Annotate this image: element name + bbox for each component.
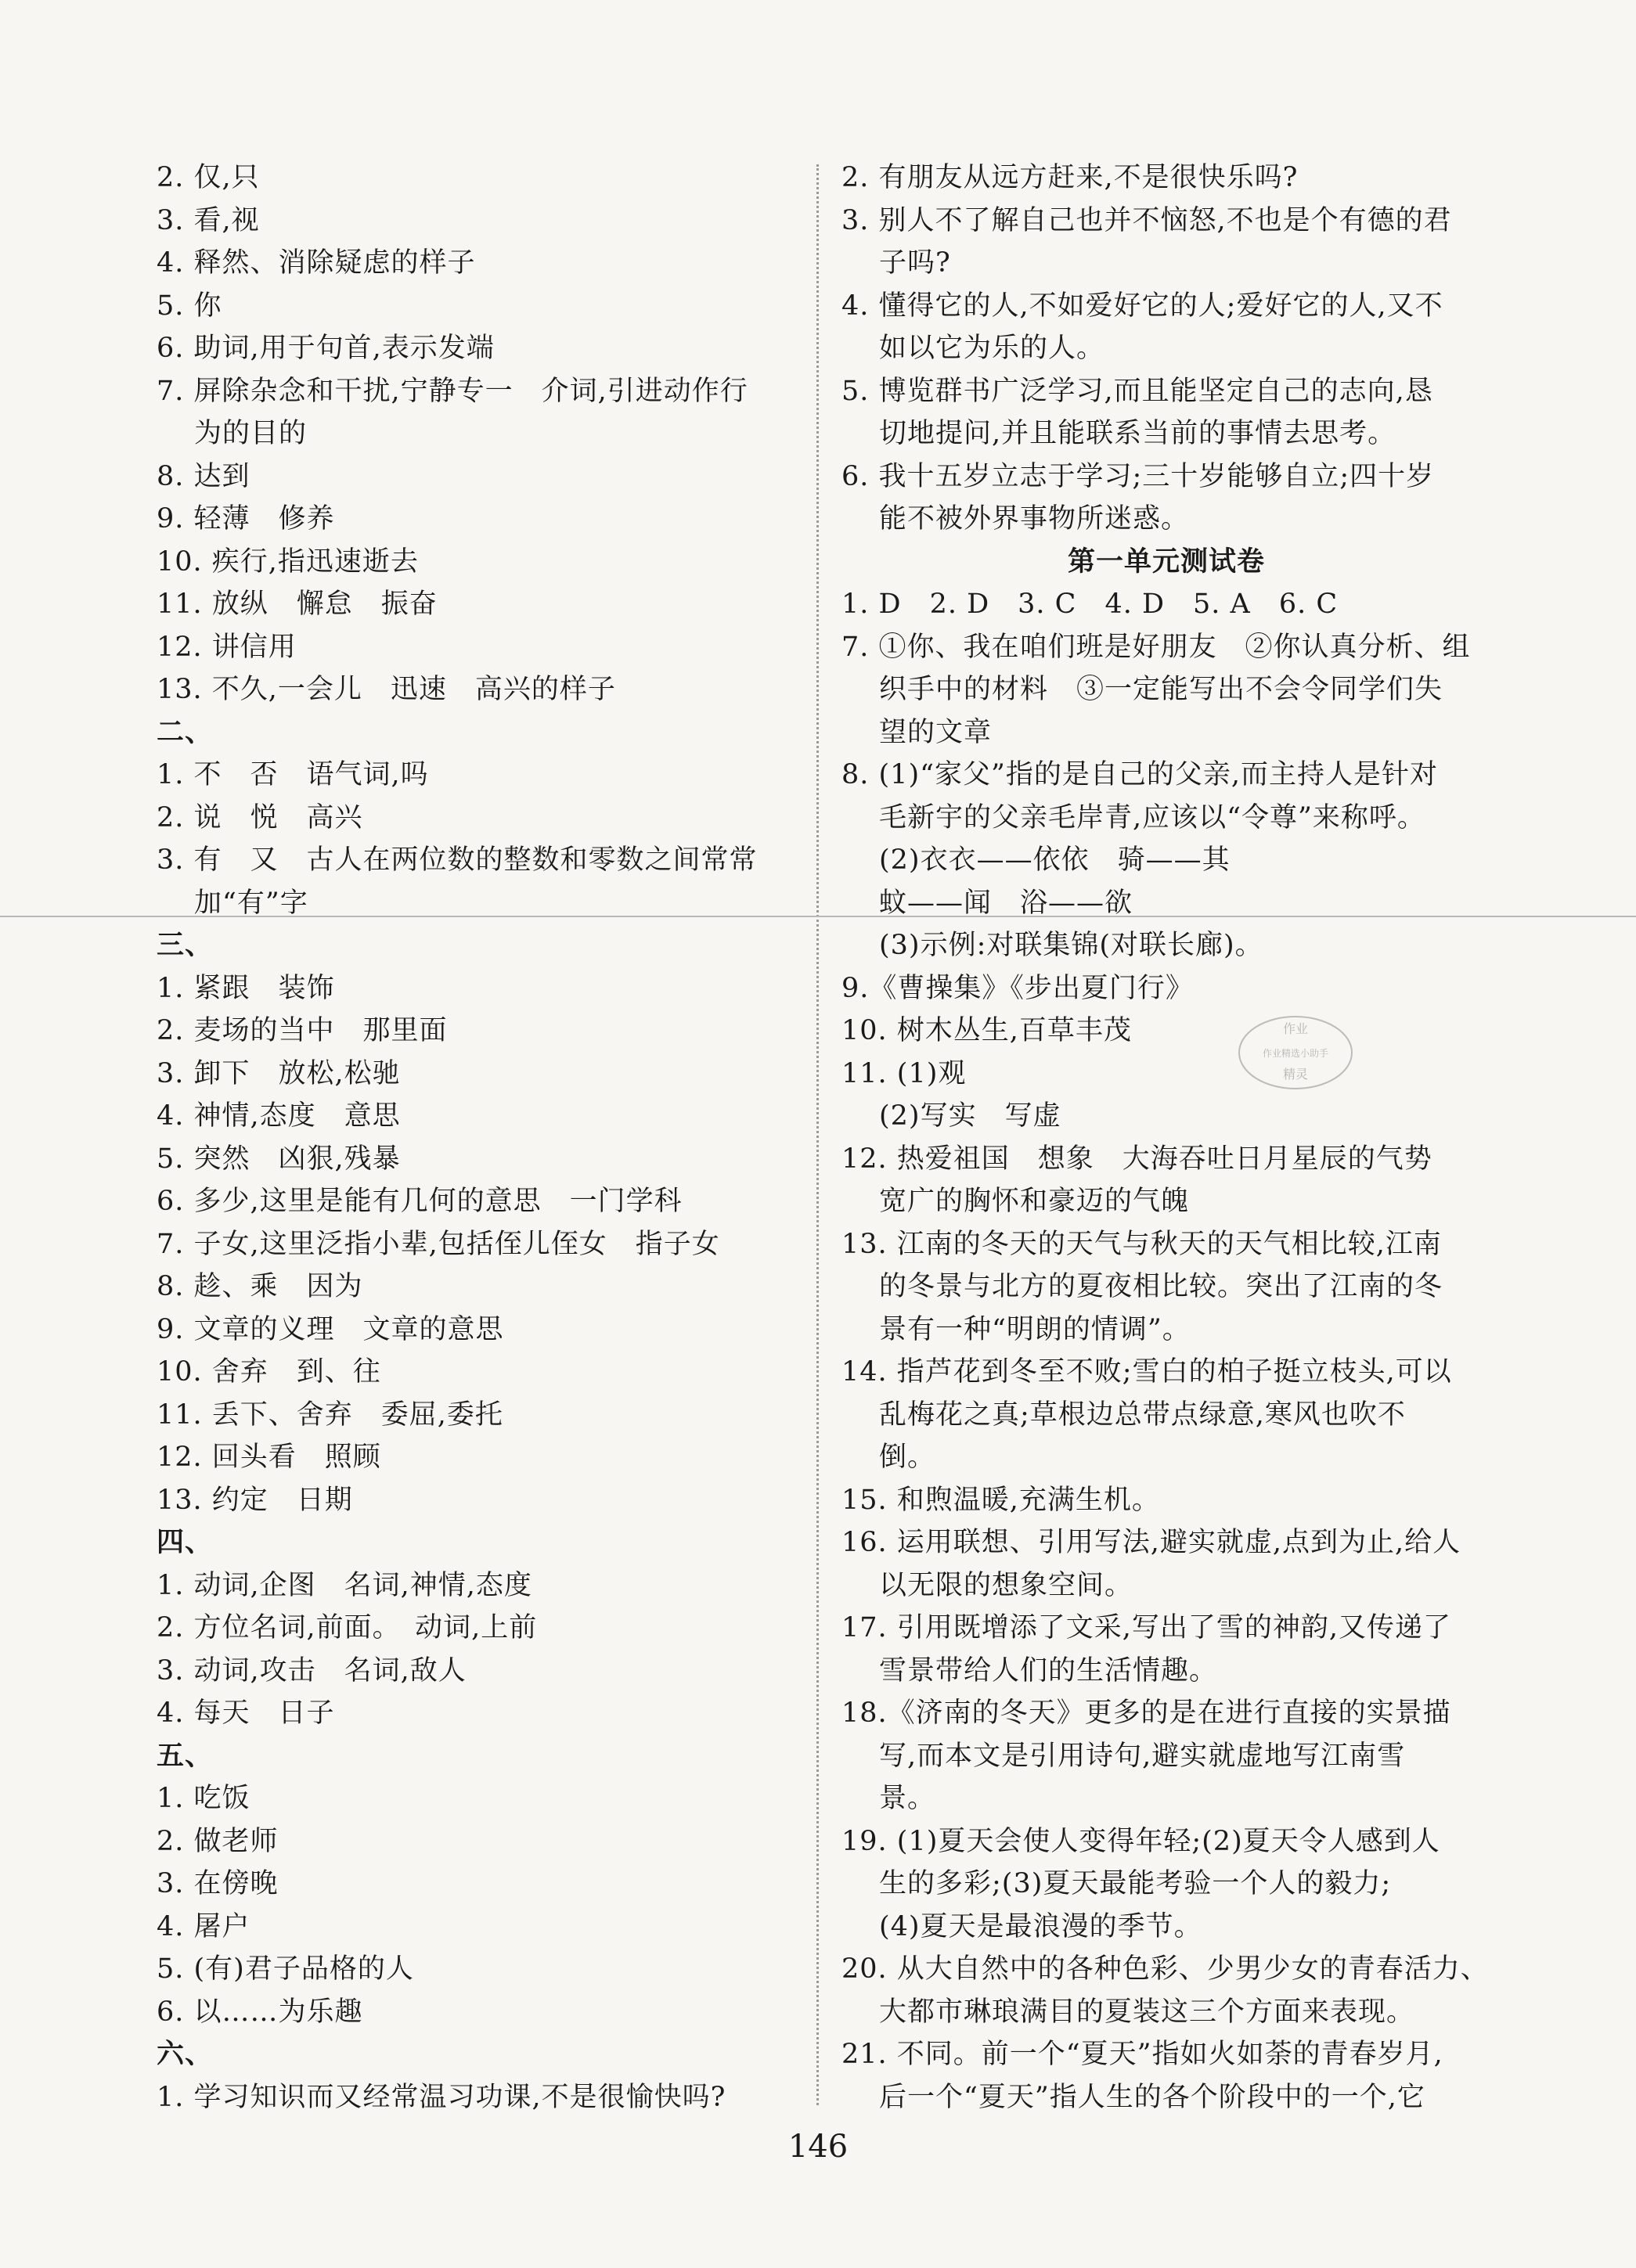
answer-line: 1. 动词,企图 名词,神情,态度 — [157, 1569, 532, 1601]
answer-line: 8. 趁、乘 因为 — [157, 1271, 363, 1302]
answer-line: 大都市琳琅满目的夏装这三个方面来表现。 — [879, 1996, 1415, 2028]
answer-line: 蚊——闻 浴——欲 — [879, 887, 1133, 919]
answer-line: 能不被外界事物所迷惑。 — [879, 503, 1190, 535]
answer-line: 毛新宇的父亲毛岸青,应该以“令尊”来称呼。 — [879, 801, 1425, 833]
answer-line: 以无限的想象空间。 — [879, 1569, 1133, 1601]
answer-line: 6. 我十五岁立志于学习;三十岁能够自立;四十岁 — [841, 460, 1435, 492]
section-heading: 三、 — [157, 929, 214, 961]
answer-line: 织手中的材料 ③一定能写出不会令同学们失 — [879, 674, 1443, 705]
page-number: 146 — [787, 2129, 849, 2165]
answer-line: 3. 动词,攻击 名词,敌人 — [157, 1654, 467, 1687]
answer-line: 3. 别人不了解自己也并不恼怒,不也是个有德的君 — [841, 204, 1452, 236]
answer-line: 5. (有)君子品格的人 — [157, 1953, 414, 1985]
stamp-top: 作业 — [1282, 1021, 1309, 1036]
answer-line: (2)衣衣——依依 骑——其 — [879, 844, 1231, 876]
answer-line: 13. 江南的冬天的天气与秋天的天气相比较,江南 — [841, 1228, 1442, 1260]
answer-line: 乱梅花之真;草根边总带点绿意,寒风也吹不 — [879, 1399, 1406, 1431]
answer-line: 7. 子女,这里泛指小辈,包括侄儿侄女 指子女 — [157, 1228, 720, 1260]
answer-line: 20. 从大自然中的各种色彩、少男少女的青春活力、 — [841, 1953, 1489, 1985]
answer-line: 6. 助词,用于句首,表示发端 — [157, 333, 495, 364]
answer-line: 2. 说 悦 高兴 — [157, 801, 363, 833]
answer-line: 6. 以……为乐趣 — [157, 1996, 363, 2028]
stamp-middle: 作业精选小助手 — [1262, 1048, 1329, 1059]
answer-line: 8. (1)“家父”指的是自己的父亲,而主持人是针对 — [841, 759, 1439, 790]
watermark-stamp — [1233, 1010, 1358, 1096]
answer-line: 11. (1)观 — [841, 1057, 967, 1089]
answer-line: 4. 每天 日子 — [157, 1697, 335, 1729]
stamp-bottom: 精灵 — [1282, 1067, 1309, 1082]
answer-line: 的冬景与北方的夏夜相比较。突出了江南的冬 — [879, 1271, 1443, 1302]
answer-line: 13. 不久,一会儿 迅速 高兴的样子 — [157, 674, 616, 705]
answer-line: 9.《曹操集》《步出夏门行》 — [841, 972, 1194, 1004]
answer-line: 1. 学习知识而又经常温习功课,不是很愉快吗? — [157, 2081, 726, 2113]
answer-line: 望的文章 — [879, 716, 993, 748]
answer-line: 2. 仅,只 — [157, 162, 260, 193]
left-column — [157, 157, 806, 2119]
answer-line: 4. 屠户 — [157, 1910, 250, 1942]
answer-line: 11. 丢下、舍弃 委屈,委托 — [157, 1399, 503, 1431]
answer-line: 写,而本文是引用诗句,避实就虚地写江南雪 — [879, 1740, 1406, 1772]
answer-line: 2. 做老师 — [157, 1825, 279, 1857]
answer-line: 倒。 — [879, 1442, 936, 1473]
section-heading: 四、 — [157, 1526, 214, 1558]
answer-line: 10. 树木丛生,百草丰茂 — [841, 1015, 1132, 1046]
answer-line: 为的目的 — [194, 418, 308, 449]
answer-line: 10. 疾行,指迅速逝去 — [157, 545, 419, 578]
answer-line: 雪景带给人们的生活情趣。 — [879, 1654, 1218, 1687]
answer-line: (4)夏天是最浪漫的季节。 — [879, 1910, 1202, 1942]
answer-line: 景有一种“明朗的情调”。 — [879, 1313, 1191, 1345]
answer-line: 13. 约定 日期 — [157, 1484, 353, 1516]
answer-line: 18.《济南的冬天》更多的是在进行直接的实景描 — [841, 1697, 1451, 1729]
right-column — [841, 157, 1491, 2119]
answer-line: (2)写实 写虚 — [879, 1100, 1061, 1132]
answer-line: 子吗? — [879, 247, 951, 279]
answer-line: 切地提问,并且能联系当前的事情去思考。 — [879, 418, 1396, 449]
answer-line: 4. 释然、消除疑虑的样子 — [157, 247, 476, 279]
answer-line: 16. 运用联想、引用写法,避实就虚,点到为止,给人 — [841, 1527, 1461, 1558]
column-divider — [816, 164, 819, 2105]
answer-line: 5. 突然 凶狠,残暴 — [157, 1143, 401, 1175]
answer-line: 景。 — [879, 1783, 936, 1814]
answer-line: 1. 紧跟 装饰 — [157, 972, 335, 1004]
answer-line: 2. 麦场的当中 那里面 — [157, 1015, 448, 1046]
answer-line: 加“有”字 — [194, 887, 308, 919]
answer-line: 如以它为乐的人。 — [879, 333, 1105, 364]
answer-line: 6. 多少,这里是能有几何的意思 一门学科 — [157, 1186, 683, 1217]
answer-line: 1. 不 否 语气词,吗 — [157, 759, 429, 790]
answer-line: 4. 神情,态度 意思 — [157, 1100, 401, 1132]
answer-line: 2. 方位名词,前面。 动词,上前 — [157, 1612, 538, 1643]
answer-line: 9. 轻薄 修养 — [157, 503, 335, 535]
answer-line: 12. 回头看 照顾 — [157, 1442, 381, 1473]
answer-line: 1. D 2. D 3. C 4. D 5. A 6. C — [841, 589, 1339, 620]
answer-line: 19. (1)夏天会使人变得年轻;(2)夏天令人感到人 — [841, 1825, 1440, 1857]
answer-line: 3. 看,视 — [157, 204, 260, 236]
answer-line: 3. 在傍晚 — [157, 1868, 279, 1899]
answer-line: (3)示例:对联集锦(对联长廊)。 — [879, 930, 1263, 961]
fold-line — [0, 916, 1636, 917]
section-heading: 二、 — [157, 715, 214, 748]
answer-line: 宽广的胸怀和豪迈的气魄 — [879, 1186, 1190, 1217]
section-heading: 六、 — [157, 2038, 214, 2070]
answer-line: 11. 放纵 懈怠 振奋 — [157, 589, 438, 620]
answer-line: 5. 博览群书广泛学习,而且能坚定自己的志向,恳 — [841, 375, 1433, 407]
answer-line: 7. 屏除杂念和干扰,宁静专一 介词,引进动作行 — [157, 375, 748, 407]
answer-line: 4. 懂得它的人,不如爱好它的人;爱好它的人,又不 — [841, 290, 1443, 322]
answer-line: 1. 吃饭 — [157, 1783, 250, 1814]
answer-line: 8. 达到 — [157, 460, 250, 492]
answer-line: 14. 指芦花到冬至不败;雪白的柏子挺立枝头,可以 — [841, 1356, 1452, 1388]
answer-line: 5. 你 — [157, 290, 222, 322]
answer-line: 3. 有 又 古人在两位数的整数和零数之间常常 — [157, 844, 758, 876]
answer-line: 10. 舍弃 到、往 — [157, 1356, 381, 1388]
section-title: 第一单元测试卷 — [1067, 545, 1265, 578]
answer-line: 9. 文章的义理 文章的意思 — [157, 1313, 504, 1345]
answer-line: 7. ①你、我在咱们班是好朋友 ②你认真分析、组 — [841, 631, 1471, 663]
answer-line: 生的多彩;(3)夏天最能考验一个人的毅力; — [879, 1868, 1392, 1899]
answer-line: 后一个“夏天”指人生的各个阶段中的一个,它 — [879, 2081, 1425, 2113]
answer-line: 12. 讲信用 — [157, 631, 297, 663]
answer-line: 21. 不同。前一个“夏天”指如火如荼的青春岁月, — [841, 2039, 1443, 2070]
answer-line: 2. 有朋友从远方赶来,不是很快乐吗? — [841, 162, 1299, 193]
answer-line: 17. 引用既增添了文采,写出了雪的神韵,又传递了 — [841, 1612, 1452, 1643]
answer-line: 12. 热爱祖国 想象 大海吞吐日月星辰的气势 — [841, 1143, 1432, 1175]
answer-line: 15. 和煦温暖,充满生机。 — [841, 1484, 1160, 1516]
answer-line: 3. 卸下 放松,松驰 — [157, 1057, 401, 1089]
section-heading: 五、 — [157, 1739, 214, 1772]
